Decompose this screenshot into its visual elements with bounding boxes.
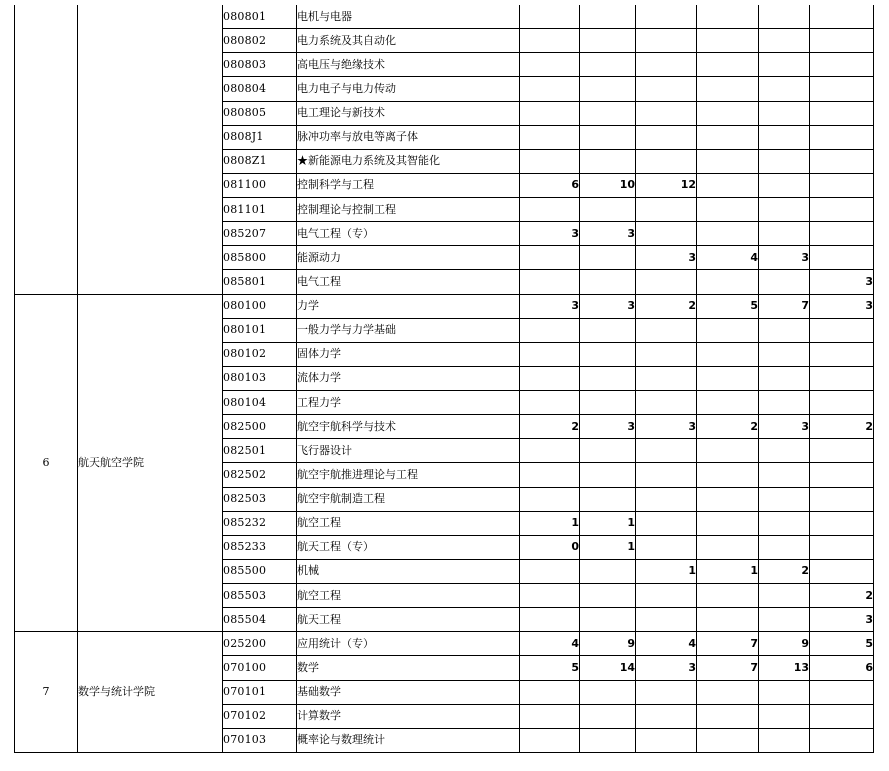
value-cell xyxy=(759,463,810,487)
value-cell xyxy=(636,487,697,511)
major-name: 航空宇航科学与技术 xyxy=(297,415,520,439)
major-code: 070101 xyxy=(223,680,297,704)
value-cell xyxy=(759,318,810,342)
value-cell: 2 xyxy=(520,415,580,439)
major-code: 080101 xyxy=(223,318,297,342)
value-cell: 13 xyxy=(759,656,810,680)
major-code: 085503 xyxy=(223,584,297,608)
major-name: 电气工程 xyxy=(297,270,520,294)
value-cell xyxy=(697,29,759,53)
value-cell xyxy=(636,222,697,246)
major-code: 0808J1 xyxy=(223,125,297,149)
value-cell: 9 xyxy=(759,632,810,656)
value-cell xyxy=(580,125,636,149)
value-cell xyxy=(810,366,874,390)
value-cell: 3 xyxy=(520,294,580,318)
value-cell xyxy=(636,704,697,728)
value-cell xyxy=(810,53,874,77)
major-code: 081101 xyxy=(223,198,297,222)
value-cell xyxy=(580,318,636,342)
major-code: 085232 xyxy=(223,511,297,535)
major-code: 085500 xyxy=(223,559,297,583)
value-cell: 2 xyxy=(810,415,874,439)
value-cell xyxy=(636,29,697,53)
value-cell: 3 xyxy=(636,246,697,270)
value-cell xyxy=(580,342,636,366)
value-cell xyxy=(697,53,759,77)
value-cell xyxy=(520,53,580,77)
value-cell: 7 xyxy=(759,294,810,318)
value-cell xyxy=(636,608,697,632)
value-cell xyxy=(520,149,580,173)
value-cell xyxy=(759,366,810,390)
value-cell xyxy=(636,101,697,125)
value-cell xyxy=(580,77,636,101)
value-cell xyxy=(580,29,636,53)
major-name: 航空工程 xyxy=(297,584,520,608)
value-cell xyxy=(759,77,810,101)
value-cell xyxy=(810,439,874,463)
value-cell xyxy=(810,29,874,53)
major-name: 飞行器设计 xyxy=(297,439,520,463)
major-code: 080102 xyxy=(223,342,297,366)
major-name: 计算数学 xyxy=(297,704,520,728)
major-code: 085800 xyxy=(223,246,297,270)
value-cell xyxy=(759,173,810,197)
major-name: 应用统计（专） xyxy=(297,632,520,656)
value-cell: 4 xyxy=(697,246,759,270)
value-cell xyxy=(759,608,810,632)
value-cell: 3 xyxy=(520,222,580,246)
value-cell xyxy=(520,680,580,704)
value-cell xyxy=(697,439,759,463)
major-name: 力学 xyxy=(297,294,520,318)
value-cell xyxy=(520,5,580,29)
major-name: 概率论与数理统计 xyxy=(297,728,520,752)
value-cell xyxy=(520,608,580,632)
major-name: 航空工程 xyxy=(297,511,520,535)
value-cell: 10 xyxy=(580,173,636,197)
value-cell xyxy=(697,391,759,415)
value-cell xyxy=(520,270,580,294)
major-name: 电力系统及其自动化 xyxy=(297,29,520,53)
value-cell: 3 xyxy=(759,246,810,270)
value-cell xyxy=(636,53,697,77)
value-cell xyxy=(759,149,810,173)
value-cell xyxy=(810,198,874,222)
major-name: 电力电子与电力传动 xyxy=(297,77,520,101)
table-row xyxy=(15,294,874,318)
major-code: 085207 xyxy=(223,222,297,246)
value-cell xyxy=(759,29,810,53)
value-cell xyxy=(697,608,759,632)
value-cell xyxy=(520,559,580,583)
value-cell xyxy=(520,29,580,53)
value-cell xyxy=(759,222,810,246)
value-cell xyxy=(520,342,580,366)
value-cell xyxy=(520,439,580,463)
value-cell xyxy=(636,463,697,487)
value-cell xyxy=(697,728,759,752)
value-cell xyxy=(810,125,874,149)
college-index: 6 xyxy=(15,294,78,632)
value-cell xyxy=(759,270,810,294)
major-name: 控制科学与工程 xyxy=(297,173,520,197)
value-cell xyxy=(580,439,636,463)
major-code: 082502 xyxy=(223,463,297,487)
major-name: 固体力学 xyxy=(297,342,520,366)
value-cell xyxy=(520,246,580,270)
value-cell xyxy=(810,101,874,125)
value-cell xyxy=(759,5,810,29)
value-cell: 3 xyxy=(580,222,636,246)
value-cell xyxy=(636,366,697,390)
value-cell xyxy=(580,680,636,704)
value-cell xyxy=(759,535,810,559)
value-cell: 3 xyxy=(636,415,697,439)
value-cell xyxy=(759,391,810,415)
college-name xyxy=(78,5,223,294)
value-cell xyxy=(636,5,697,29)
major-name: 电工理论与新技术 xyxy=(297,101,520,125)
value-cell xyxy=(636,511,697,535)
value-cell xyxy=(759,704,810,728)
value-cell xyxy=(697,511,759,535)
major-name: 脉冲功率与放电等离子体 xyxy=(297,125,520,149)
value-cell xyxy=(697,101,759,125)
value-cell: 5 xyxy=(520,656,580,680)
value-cell xyxy=(636,680,697,704)
value-cell xyxy=(697,222,759,246)
value-cell xyxy=(810,391,874,415)
value-cell xyxy=(520,728,580,752)
value-cell xyxy=(810,222,874,246)
major-name: 一般力学与力学基础 xyxy=(297,318,520,342)
value-cell xyxy=(636,149,697,173)
value-cell: 5 xyxy=(810,632,874,656)
value-cell: 1 xyxy=(580,511,636,535)
value-cell: 3 xyxy=(810,608,874,632)
college-name: 航天航空学院 xyxy=(78,294,223,632)
value-cell xyxy=(759,439,810,463)
value-cell xyxy=(697,487,759,511)
value-cell xyxy=(810,246,874,270)
value-cell xyxy=(520,704,580,728)
value-cell xyxy=(810,463,874,487)
value-cell xyxy=(580,149,636,173)
value-cell xyxy=(697,704,759,728)
major-name: 基础数学 xyxy=(297,680,520,704)
value-cell: 1 xyxy=(697,559,759,583)
value-cell xyxy=(810,77,874,101)
value-cell: 3 xyxy=(759,415,810,439)
value-cell: 2 xyxy=(759,559,810,583)
value-cell xyxy=(697,125,759,149)
value-cell: 2 xyxy=(697,415,759,439)
major-code: 085801 xyxy=(223,270,297,294)
major-code: 080801 xyxy=(223,5,297,29)
value-cell xyxy=(520,318,580,342)
value-cell xyxy=(520,391,580,415)
value-cell xyxy=(697,463,759,487)
value-cell xyxy=(697,270,759,294)
major-code: 080803 xyxy=(223,53,297,77)
value-cell xyxy=(520,584,580,608)
major-code: 080104 xyxy=(223,391,297,415)
value-cell xyxy=(810,342,874,366)
value-cell: 12 xyxy=(636,173,697,197)
value-cell xyxy=(759,584,810,608)
table-row xyxy=(15,632,874,656)
value-cell xyxy=(697,198,759,222)
value-cell xyxy=(810,5,874,29)
value-cell xyxy=(580,270,636,294)
college-name: 数学与统计学院 xyxy=(78,632,223,753)
value-cell xyxy=(810,149,874,173)
major-code: 070100 xyxy=(223,656,297,680)
college-index xyxy=(15,5,78,294)
value-cell xyxy=(697,366,759,390)
major-name: 航空宇航推进理论与工程 xyxy=(297,463,520,487)
value-cell: 6 xyxy=(810,656,874,680)
value-cell xyxy=(697,680,759,704)
major-name: 数学 xyxy=(297,656,520,680)
college-index: 7 xyxy=(15,632,78,753)
value-cell: 3 xyxy=(636,656,697,680)
major-name: 控制理论与控制工程 xyxy=(297,198,520,222)
major-name: 航天工程（专） xyxy=(297,535,520,559)
value-cell xyxy=(636,391,697,415)
value-cell xyxy=(520,366,580,390)
value-cell: 3 xyxy=(580,294,636,318)
value-cell xyxy=(810,511,874,535)
major-name: 机械 xyxy=(297,559,520,583)
major-code: 085504 xyxy=(223,608,297,632)
value-cell: 2 xyxy=(810,584,874,608)
value-cell xyxy=(810,680,874,704)
value-cell xyxy=(759,125,810,149)
value-cell xyxy=(580,198,636,222)
value-cell xyxy=(636,270,697,294)
value-cell xyxy=(759,53,810,77)
major-code: 082500 xyxy=(223,415,297,439)
value-cell xyxy=(636,728,697,752)
value-cell: 7 xyxy=(697,632,759,656)
value-cell xyxy=(580,559,636,583)
value-cell xyxy=(636,198,697,222)
major-name: 流体力学 xyxy=(297,366,520,390)
value-cell xyxy=(636,77,697,101)
value-cell xyxy=(810,559,874,583)
value-cell xyxy=(810,318,874,342)
value-cell: 0 xyxy=(520,535,580,559)
value-cell: 5 xyxy=(697,294,759,318)
value-cell xyxy=(759,680,810,704)
value-cell: 7 xyxy=(697,656,759,680)
value-cell xyxy=(697,535,759,559)
value-cell: 1 xyxy=(580,535,636,559)
value-cell xyxy=(580,487,636,511)
major-code: 080805 xyxy=(223,101,297,125)
major-name: 能源动力 xyxy=(297,246,520,270)
major-code: 080103 xyxy=(223,366,297,390)
major-code: 080804 xyxy=(223,77,297,101)
value-cell xyxy=(636,342,697,366)
major-name: ★新能源电力系统及其智能化 xyxy=(297,149,520,173)
value-cell xyxy=(636,439,697,463)
value-cell: 1 xyxy=(520,511,580,535)
value-cell xyxy=(697,342,759,366)
value-cell xyxy=(520,101,580,125)
major-code: 082501 xyxy=(223,439,297,463)
value-cell xyxy=(580,584,636,608)
value-cell xyxy=(580,463,636,487)
value-cell: 3 xyxy=(810,270,874,294)
value-cell: 14 xyxy=(580,656,636,680)
major-name: 航天工程 xyxy=(297,608,520,632)
value-cell xyxy=(580,5,636,29)
value-cell xyxy=(580,704,636,728)
value-cell xyxy=(810,535,874,559)
value-cell: 1 xyxy=(636,559,697,583)
major-code: 0808Z1 xyxy=(223,149,297,173)
value-cell xyxy=(697,173,759,197)
major-name: 航空宇航制造工程 xyxy=(297,487,520,511)
major-code: 080100 xyxy=(223,294,297,318)
major-code: 070103 xyxy=(223,728,297,752)
value-cell xyxy=(520,198,580,222)
value-cell: 6 xyxy=(520,173,580,197)
value-cell xyxy=(580,391,636,415)
major-name: 电气工程（专） xyxy=(297,222,520,246)
value-cell xyxy=(520,125,580,149)
major-code: 080802 xyxy=(223,29,297,53)
value-cell: 2 xyxy=(636,294,697,318)
major-code: 085233 xyxy=(223,535,297,559)
value-cell: 3 xyxy=(810,294,874,318)
value-cell xyxy=(580,366,636,390)
value-cell xyxy=(580,246,636,270)
value-cell xyxy=(636,318,697,342)
value-cell: 4 xyxy=(636,632,697,656)
value-cell xyxy=(697,584,759,608)
value-cell: 3 xyxy=(580,415,636,439)
value-cell xyxy=(697,77,759,101)
value-cell xyxy=(810,173,874,197)
value-cell: 4 xyxy=(520,632,580,656)
value-cell xyxy=(636,535,697,559)
value-cell xyxy=(520,77,580,101)
major-name: 高电压与绝缘技术 xyxy=(297,53,520,77)
major-code: 070102 xyxy=(223,704,297,728)
value-cell xyxy=(636,125,697,149)
enrollment-table xyxy=(14,5,874,753)
major-code: 081100 xyxy=(223,173,297,197)
value-cell xyxy=(810,487,874,511)
major-code: 082503 xyxy=(223,487,297,511)
value-cell xyxy=(636,584,697,608)
value-cell xyxy=(759,728,810,752)
table-body xyxy=(15,5,874,752)
value-cell xyxy=(697,149,759,173)
value-cell xyxy=(759,487,810,511)
value-cell: 9 xyxy=(580,632,636,656)
value-cell xyxy=(697,5,759,29)
value-cell xyxy=(759,511,810,535)
value-cell xyxy=(580,101,636,125)
major-name: 工程力学 xyxy=(297,391,520,415)
major-name: 电机与电器 xyxy=(297,5,520,29)
value-cell xyxy=(810,704,874,728)
value-cell xyxy=(580,53,636,77)
value-cell xyxy=(759,342,810,366)
value-cell xyxy=(580,608,636,632)
value-cell xyxy=(580,728,636,752)
value-cell xyxy=(759,198,810,222)
value-cell xyxy=(697,318,759,342)
value-cell xyxy=(520,487,580,511)
major-code: 025200 xyxy=(223,632,297,656)
value-cell xyxy=(520,463,580,487)
table-row xyxy=(15,5,874,29)
value-cell xyxy=(759,101,810,125)
value-cell xyxy=(810,728,874,752)
